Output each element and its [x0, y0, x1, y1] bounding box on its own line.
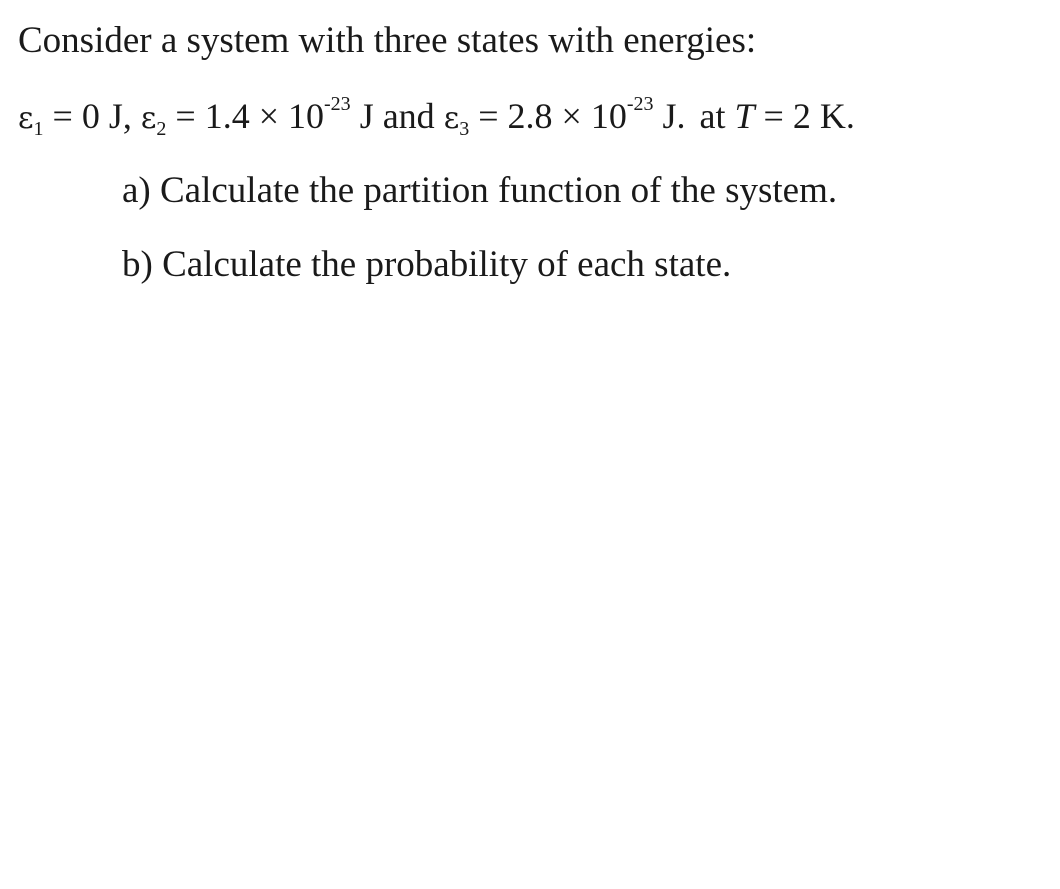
- epsilon-2-subscript: 2: [156, 118, 167, 140]
- question-b: b) Calculate the probability of each state.: [122, 244, 732, 285]
- epsilon-3-value: = 2.8 × 10: [469, 96, 627, 136]
- epsilon-2-unit-and: J and: [350, 96, 444, 136]
- epsilon-2-symbol: ε: [140, 101, 157, 136]
- problem-intro: Consider a system with three states with energies:: [18, 20, 757, 61]
- temperature-variable: T: [734, 96, 755, 136]
- epsilon-3-subscript: 3: [459, 118, 470, 140]
- epsilon-2-exponent: -23: [324, 93, 351, 115]
- epsilon-1-subscript: 1: [33, 118, 44, 140]
- epsilon-3-unit: J.: [653, 96, 686, 136]
- epsilon-1-value: = 0 J,: [43, 96, 141, 136]
- temperature-prefix: at: [699, 96, 735, 136]
- epsilon-2-value: = 1.4 × 10: [166, 96, 325, 136]
- epsilon-1-symbol: ε: [18, 101, 34, 136]
- temperature-value: = 2 K.: [754, 96, 855, 136]
- energy-values: [18, 93, 855, 140]
- question-a: a) Calculate the partition function of the system.: [122, 170, 838, 211]
- epsilon-3-exponent: -23: [626, 93, 654, 115]
- epsilon-3-symbol: ε: [443, 101, 460, 136]
